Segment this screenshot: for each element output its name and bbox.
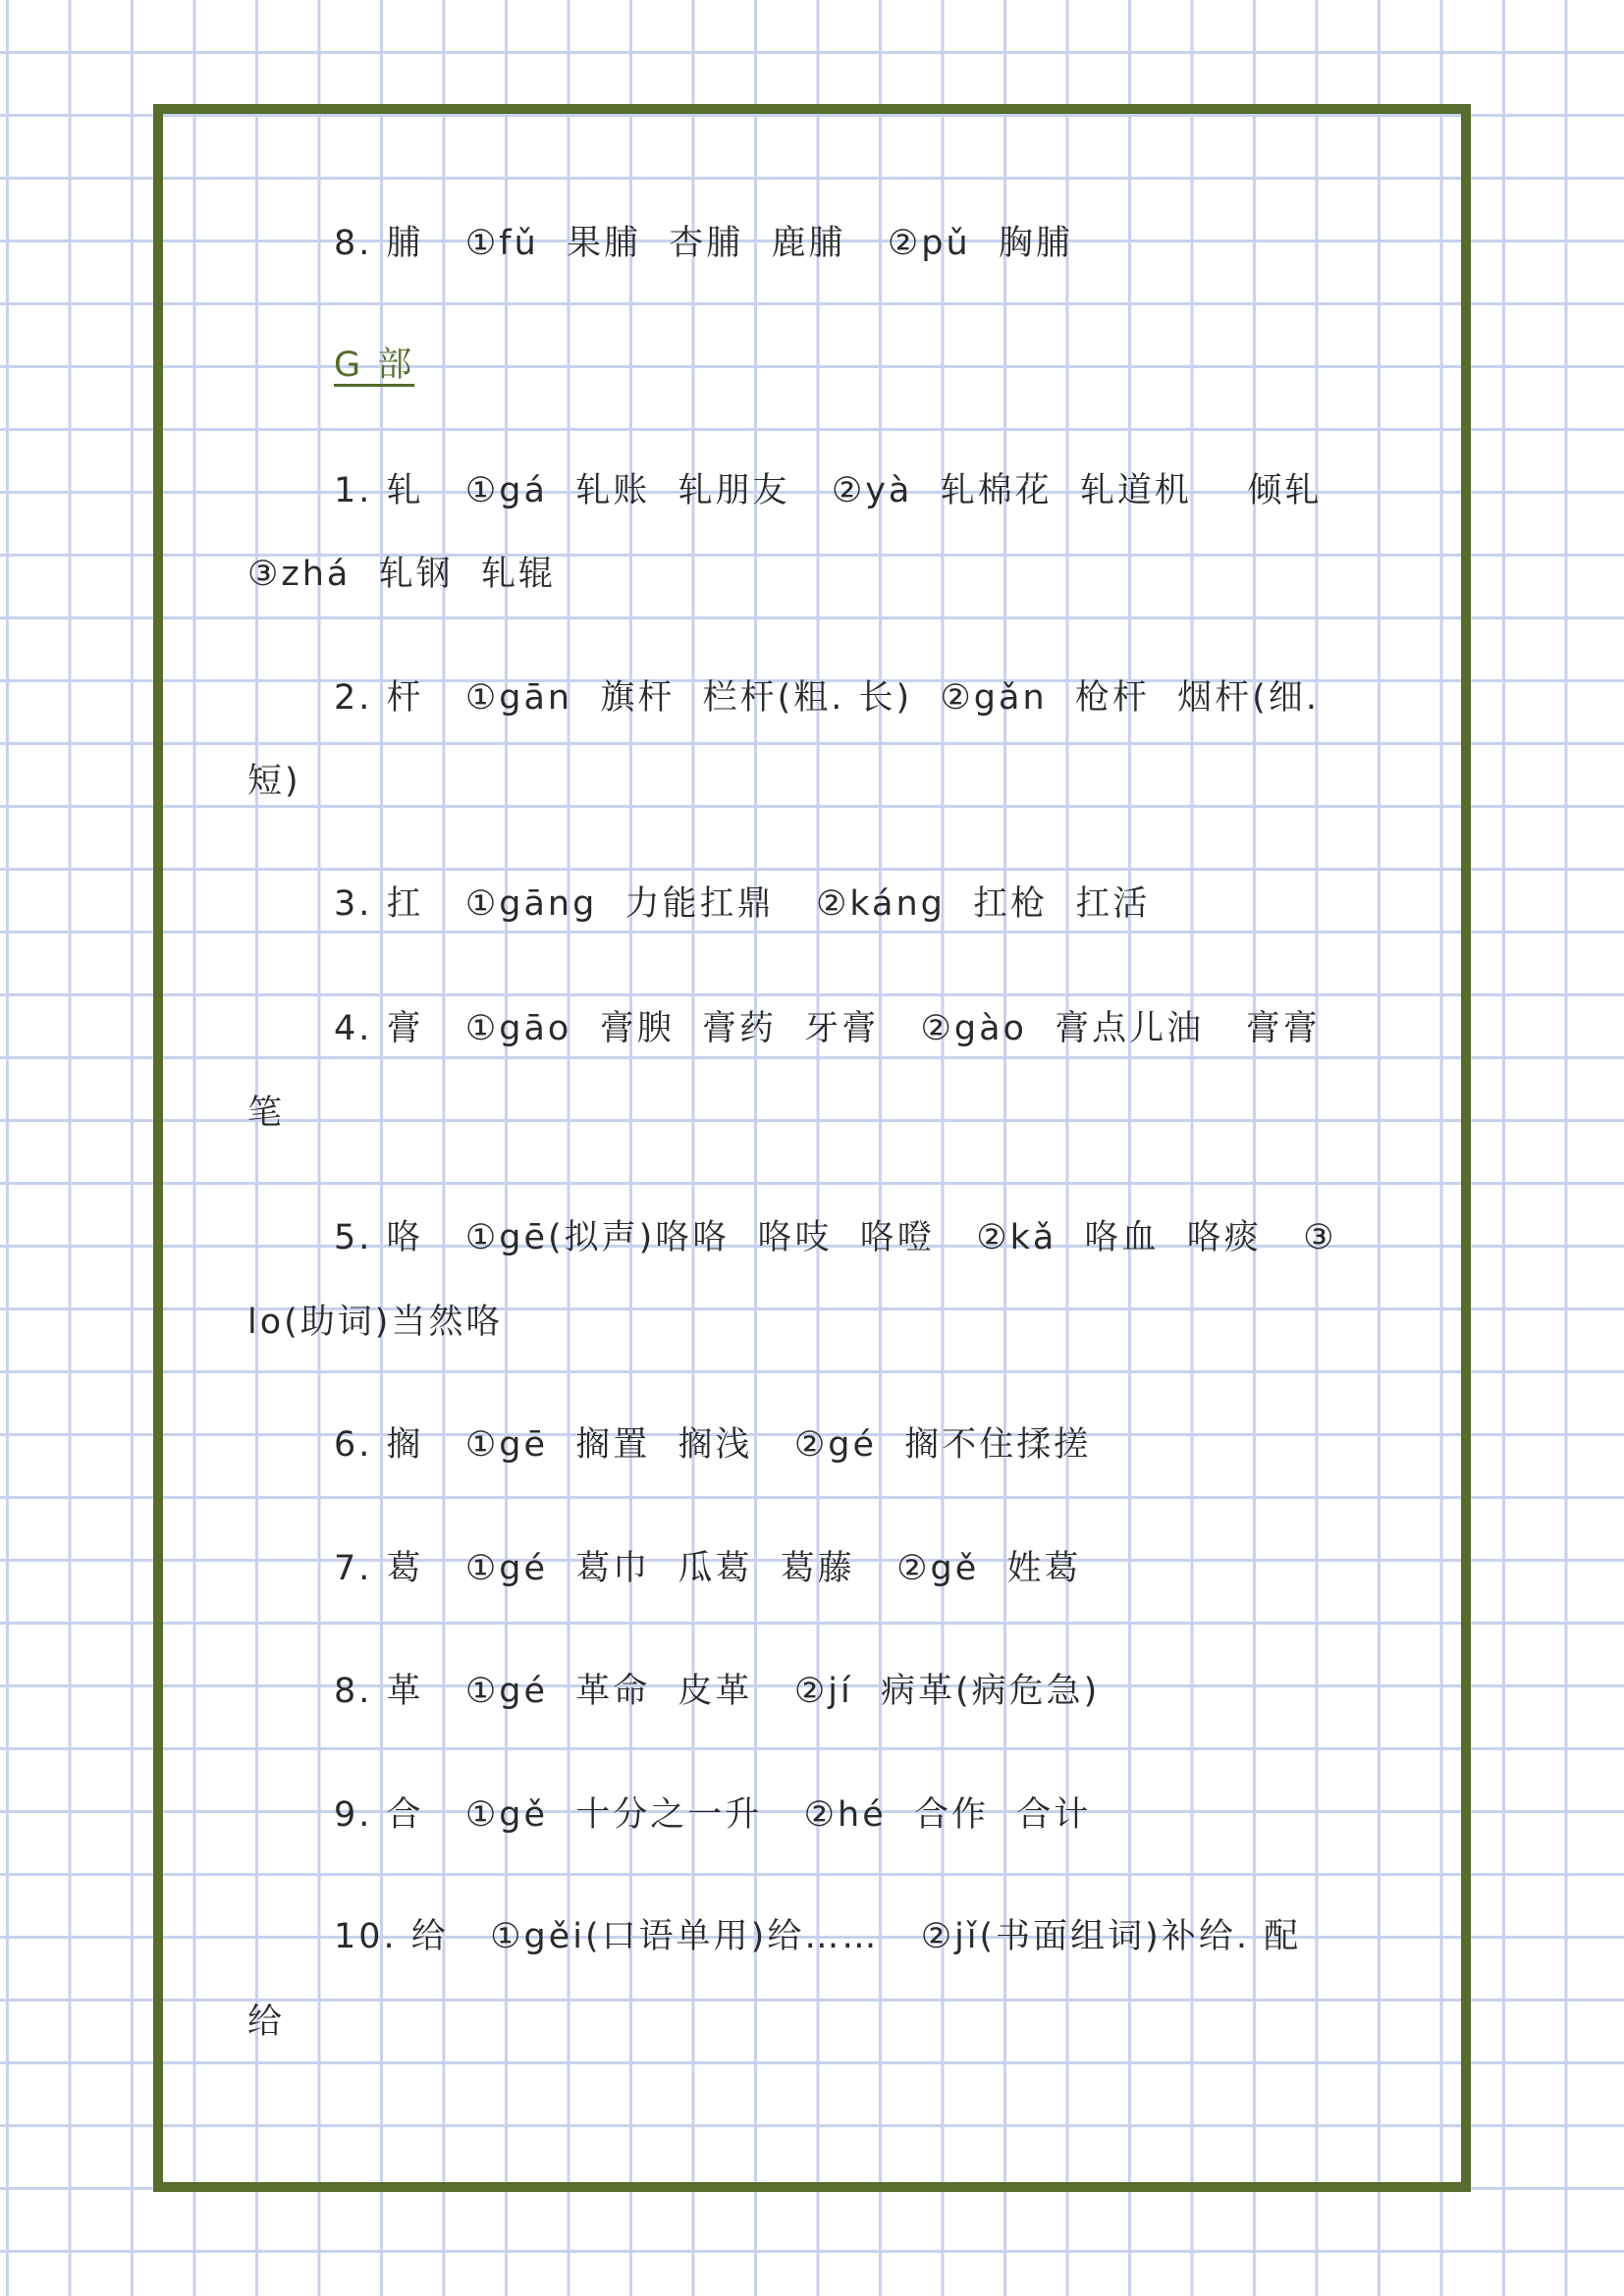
entry-gang-line: 3. 扛 ①gāng 力能扛鼎 ②káng 扛枪 扛活 <box>334 884 1151 924</box>
entry-gei-line-2: 给 <box>247 2002 286 2042</box>
entry-gao-line-2: 笔 <box>247 1094 286 1133</box>
entry-ge5-line-1: 5. 咯 ①gē(拟声)咯咯 咯吱 咯噔 ②kǎ 咯血 咯痰 ③ <box>334 1218 1337 1257</box>
entry-ge9-line: 9. 合 ①gě 十分之一升 ②hé 合作 合计 <box>334 1795 1092 1835</box>
entry-ge7-line: 7. 葛 ①gé 葛巾 瓜葛 葛藤 ②gě 姓葛 <box>334 1549 1082 1588</box>
entry-ga-line-2: ③zhá 轧钢 轧辊 <box>247 555 556 594</box>
entry-ge6-line: 6. 搁 ①gē 搁置 搁浅 ②gé 搁不住揉搓 <box>334 1425 1092 1465</box>
entry-fu-line: 8. 脯 ①fǔ 果脯 杏脯 鹿脯 ②pǔ 胸脯 <box>334 224 1073 263</box>
entry-gan-line-2: 短) <box>247 762 301 801</box>
page-border-frame <box>153 104 1471 2192</box>
entry-ge8-line: 8. 革 ①gé 革命 皮革 ②jí 病革(病危急) <box>334 1672 1101 1711</box>
entry-gan-line-1: 2. 杆 ①gān 旗杆 栏杆(粗. 长) ②gǎn 枪杆 烟杆(细. <box>334 678 1320 718</box>
entry-gei-line-1: 10. 给 ①gěi(口语单用)给…… ②jǐ(书面组词)补给. 配 <box>334 1917 1302 1956</box>
entry-ge5-line-2: lo(助词)当然咯 <box>247 1303 504 1342</box>
entry-gao-line-1: 4. 膏 ①gāo 膏腴 膏药 牙膏 ②gào 膏点儿油 膏膏 <box>334 1009 1321 1048</box>
entry-ga-line-1: 1. 轧 ①gá 轧账 轧朋友 ②yà 轧棉花 轧道机 倾轧 <box>334 471 1323 510</box>
section-heading-g: G 部 <box>334 346 415 385</box>
